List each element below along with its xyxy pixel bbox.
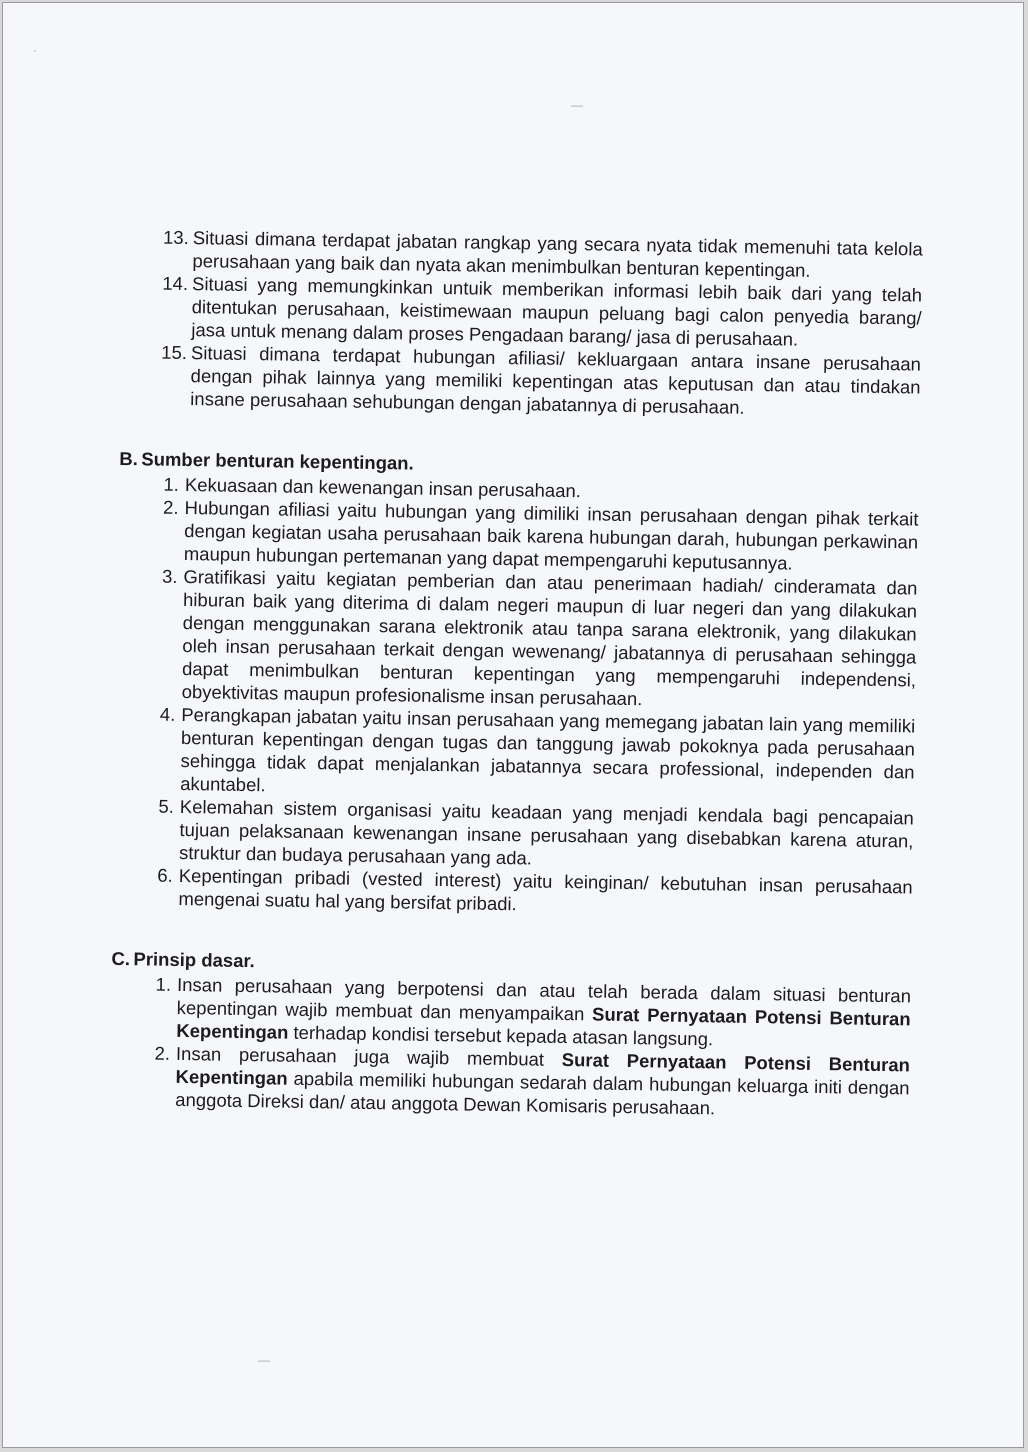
item-number: 2. bbox=[162, 496, 179, 518]
item-number: 5. bbox=[158, 795, 175, 817]
list-item bbox=[144, 495, 919, 576]
section-list bbox=[109, 972, 911, 1123]
item-number: 2. bbox=[154, 1042, 171, 1064]
item-text-tail: terhadap kondisi tersebut kepada atasan langsung. bbox=[288, 1021, 714, 1050]
item-text: Situasi dimana terdapat jabatan rangkap yang secara nyata tidak memenuhi tata kelola perusahaan yang baik dan nyata akan menimbulkan benturan kepentingan. bbox=[192, 227, 923, 281]
scan-speck: · bbox=[33, 43, 37, 57]
list-item bbox=[136, 972, 911, 1053]
section-letter: B. bbox=[119, 447, 138, 470]
section-title: Prinsip dasar. bbox=[133, 948, 255, 972]
item-text: Situasi yang memungkinkan untuik memberikan informasi lebih baik dari yang telah ditentukan perusahaan, keistimewaan maupun peluang bagi calon penyedia barang/ jasa untuk menang dalam proses Pengadaan barang/ jasa di perusahaan. bbox=[191, 273, 923, 350]
list-item bbox=[121, 271, 922, 353]
section-letter: C. bbox=[111, 947, 131, 970]
list-item bbox=[139, 794, 914, 875]
item-number: 1. bbox=[155, 973, 172, 995]
scan-speck: — bbox=[258, 1353, 270, 1367]
item-text: Kekuasaan dan kewenangan insan perusahaan. bbox=[184, 474, 582, 502]
item-number: 4. bbox=[159, 703, 176, 725]
scan-speck: — bbox=[571, 98, 583, 112]
list-item bbox=[142, 564, 918, 714]
item-number: 14. bbox=[162, 272, 189, 295]
section-title: Sumber benturan kepentingan. bbox=[141, 448, 414, 474]
item-number: 3. bbox=[161, 565, 178, 587]
item-text: Kelemahan sistem organisasi yaitu keadaan yang menjadi kendala bagi pencapaian tujuan pelaksanaan kewenangan insane perusahaan yang disebabkan karena aturan, struktur dan budaya perusahaan yang ada. bbox=[178, 795, 914, 869]
document-body bbox=[109, 225, 923, 1122]
list-item bbox=[120, 340, 921, 422]
section-c bbox=[109, 947, 911, 1123]
list-item bbox=[135, 1041, 910, 1122]
item-text-bold: Surat Pernyataan Potensi Benturan Kepentingan bbox=[176, 1003, 911, 1043]
item-text: Hubungan afiliasi yaitu hubungan yang dimiliki insan perusahaan dengan pihak terkait dengan kegiatan usaha perusahaan baik karena hubungan darah, hubungan perkawinan maupun hubungan pertemanan yang dapat mempengaruhi keputusannya. bbox=[183, 497, 919, 574]
item-number: 6. bbox=[157, 864, 173, 886]
item-text: Kepentingan pribadi (vested interest) yaitu keinginan/ kebutuhan insan perusahaan mengenai suatu hal yang bersifat pribadi. bbox=[178, 864, 913, 915]
section-list bbox=[112, 472, 919, 922]
item-text-tail: apabila memiliki hubungan sedarah dalam hubungan keluarga initi dengan anggota Direksi dan/ atau anggota Dewan Komisaris perusahaan. bbox=[175, 1067, 910, 1119]
item-number: 1. bbox=[163, 473, 180, 495]
item-number: 13. bbox=[162, 226, 189, 249]
item-text-bold: Surat Pernyataan Potensi Benturan Kepentingan bbox=[175, 1048, 911, 1089]
item-text: Gratifikasi yaitu kegiatan pemberian dan atau penerimaan hadiah/ cinderamata dan hiburan baik yang diterima di dalam negeri maupun di luar negeri dan yang dilakukan dengan menggunakan sarana elektronik atau tanpa sarana elektronik, yang dilakukan oleh insan perusahaan terkait dengan wewenang/ jabatannya di perusahaan sehingga dapat menimbulkan benturan kepentingan yang mempengaruhi independensi, obyektivitas maupun profesionalisme insan perusahaan. bbox=[181, 565, 918, 710]
item-number: 15. bbox=[161, 341, 188, 364]
item-text-lead: Insan perusahaan yang berpotensi dan atau telah berada dalam situasi benturan kepentingan wajib membuat dan menyampaikan bbox=[176, 973, 912, 1025]
continued-list bbox=[120, 225, 923, 422]
section-b bbox=[112, 447, 919, 922]
item-text-lead: Insan perusahaan juga wajib membuat bbox=[175, 1042, 562, 1070]
scanned-page bbox=[2, 2, 1024, 1448]
item-text: Perangkapan jabatan yaitu insan perusahaan yang memegang jabatan lain yang memiliki benturan kepentingan dengan tugas dan tanggung jawab pokoknya pada perusahaan sehingga tidak dapat menjalankan jabatannya secara professional, independen dan akuntabel. bbox=[180, 703, 916, 796]
item-text: Situasi dimana terdapat hubungan afiliasi/ kekluargaan antara insane perusahaan dengan pihak lainnya yang memiliki kepentingan atas keputusan dan atau tindakan insane perusahaan sehubungan dengan jabatannya di perusahaan. bbox=[190, 342, 922, 418]
list-item bbox=[140, 702, 915, 806]
